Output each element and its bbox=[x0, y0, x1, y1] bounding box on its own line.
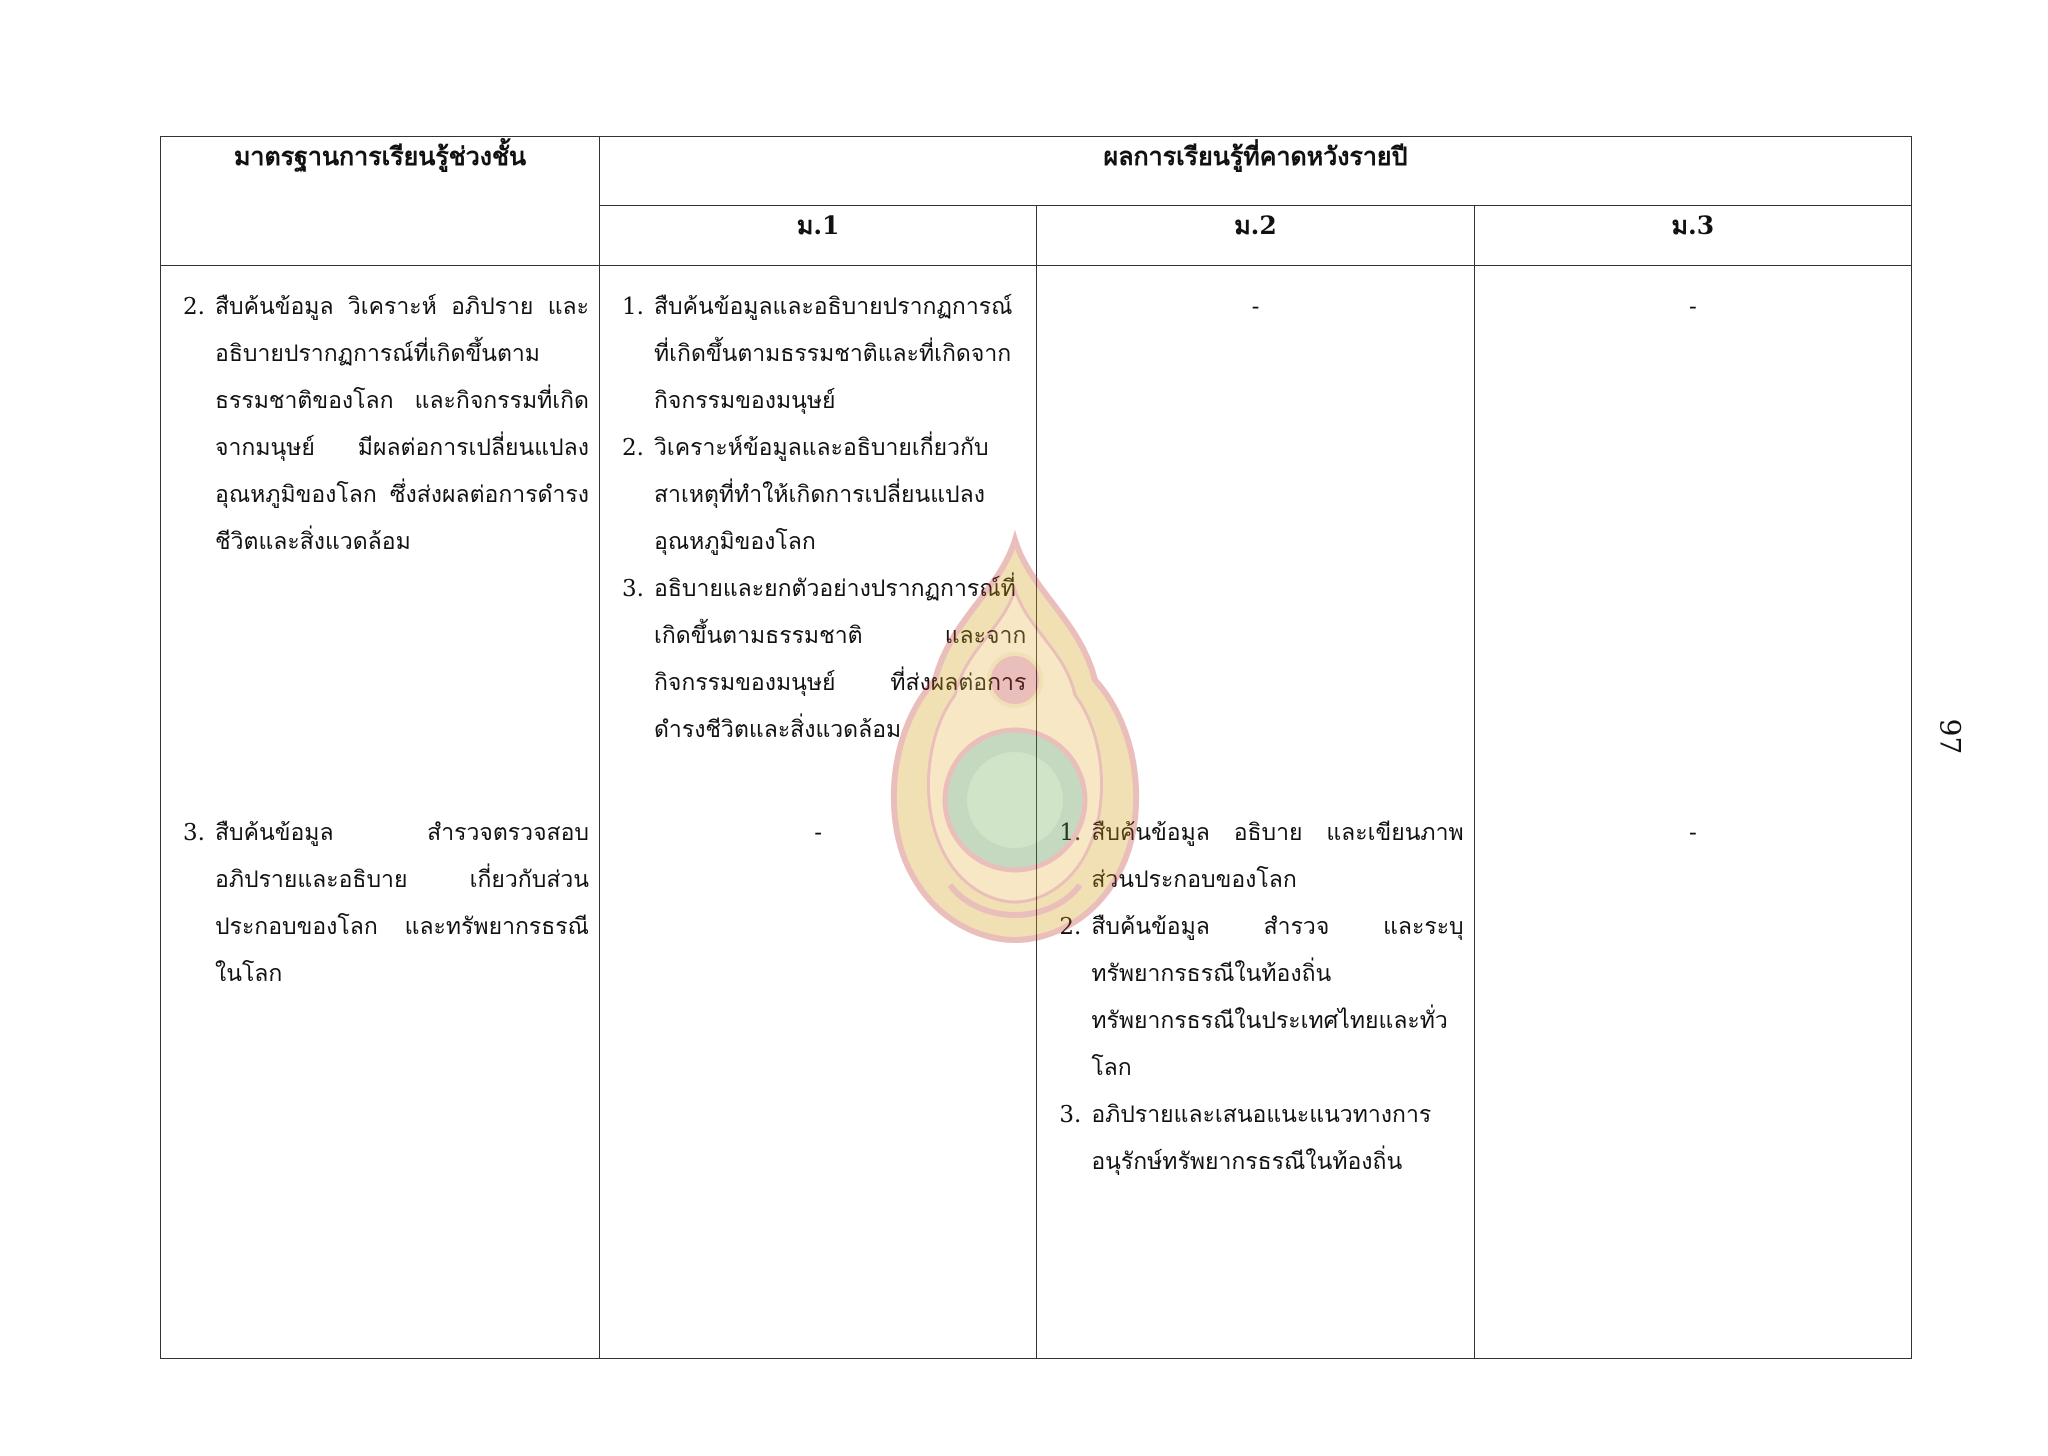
item-number: 2. bbox=[183, 294, 205, 320]
item-text: อธิบายและยกตัวอย่างปรากฏการณ์ที่เกิดขึ้นตามธรรมชาติ และจากกิจกรรมของมนุษย์ ที่ส่งผลต่อการดำรงชีวิตและสิ่งแวดล้อม bbox=[654, 576, 1027, 743]
item-text: อภิปรายและเสนอแนะแนวทางการอนุรักษ์ทรัพยากรธรณีในท้องถิ่น bbox=[1091, 1102, 1432, 1175]
empty-dash: - bbox=[1251, 294, 1260, 320]
list-item bbox=[1059, 904, 1463, 1092]
item-number: 1. bbox=[1059, 820, 1082, 846]
list-item bbox=[1059, 810, 1463, 904]
list-item bbox=[1059, 1092, 1463, 1186]
outcomes-header: ผลการเรียนรู้ที่คาดหวังรายปี bbox=[600, 137, 1912, 206]
m2-cell bbox=[1037, 266, 1474, 1359]
item-text: สืบค้นข้อมูล วิเคราะห์ อภิปราย และอธิบายปรากฏการณ์ที่เกิดขึ้นตามธรรมชาติของโลก และกิจกรรมที่เกิดจากมนุษย์ มีผลต่อการเปลี่ยนแปลงอุณหภูมิของโลก ซึ่งส่งผลต่อการดำรงชีวิตและสิ่งแวดล้อม bbox=[215, 294, 589, 555]
grade-header-m3: ม.3 bbox=[1474, 205, 1911, 265]
standard-header: มาตรฐานการเรียนรู้ช่วงชั้น bbox=[161, 137, 600, 266]
list-item bbox=[622, 284, 1026, 425]
outcome-block bbox=[1475, 792, 1911, 857]
item-text: สืบค้นข้อมูล สำรวจ และระบุทรัพยากรธรณีในท้องถิ่น ทรัพยากรธรณีในประเทศไทยและทั่วโลก bbox=[1091, 914, 1464, 1081]
empty-dash: - bbox=[814, 820, 823, 846]
item-text: สืบค้นข้อมูล สำรวจตรวจสอบ อภิปรายและอธิบาย เกี่ยวกับส่วนประกอบของโลก และทรัพยากรธรณีในโลก bbox=[215, 820, 589, 987]
list-item bbox=[622, 425, 1026, 566]
item-number: 2. bbox=[1059, 914, 1082, 940]
outcome-block bbox=[600, 792, 1036, 857]
grade-header-m2: ม.2 bbox=[1037, 205, 1474, 265]
standard-block bbox=[161, 792, 599, 998]
outcome-block bbox=[1475, 266, 1911, 331]
list-item bbox=[183, 810, 589, 998]
item-text: วิเคราะห์ข้อมูลและอธิบายเกี่ยวกับสาเหตุที่ทำให้เกิดการเปลี่ยนแปลงอุณหภูมิของโลก bbox=[654, 435, 989, 555]
m1-cell bbox=[600, 266, 1037, 1359]
standard-cell bbox=[161, 266, 600, 1359]
outcome-block bbox=[1037, 266, 1473, 331]
outcome-block bbox=[600, 266, 1036, 754]
item-text: สืบค้นข้อมูลและอธิบายปรากฏการณ์ที่เกิดขึ้นตามธรรมชาติและที่เกิดจากกิจกรรมของมนุษย์ bbox=[654, 294, 1013, 414]
item-number: 1. bbox=[622, 294, 644, 320]
empty-dash: - bbox=[1688, 294, 1697, 320]
outcome-block bbox=[1037, 792, 1473, 1186]
list-item bbox=[183, 284, 589, 566]
m3-cell bbox=[1474, 266, 1911, 1359]
item-text: สืบค้นข้อมูล อธิบาย และเขียนภาพส่วนประกอบของโลก bbox=[1091, 820, 1464, 893]
item-number: 3. bbox=[183, 820, 205, 846]
item-number: 3. bbox=[1059, 1102, 1082, 1128]
item-number: 3. bbox=[622, 576, 644, 602]
item-number: 2. bbox=[622, 435, 644, 461]
curriculum-table bbox=[160, 136, 1912, 1359]
standard-block bbox=[161, 266, 599, 566]
list-item bbox=[622, 566, 1026, 754]
page-number: 97 bbox=[1933, 718, 1967, 755]
grade-header-m1: ม.1 bbox=[600, 205, 1037, 265]
empty-dash: - bbox=[1688, 820, 1697, 846]
